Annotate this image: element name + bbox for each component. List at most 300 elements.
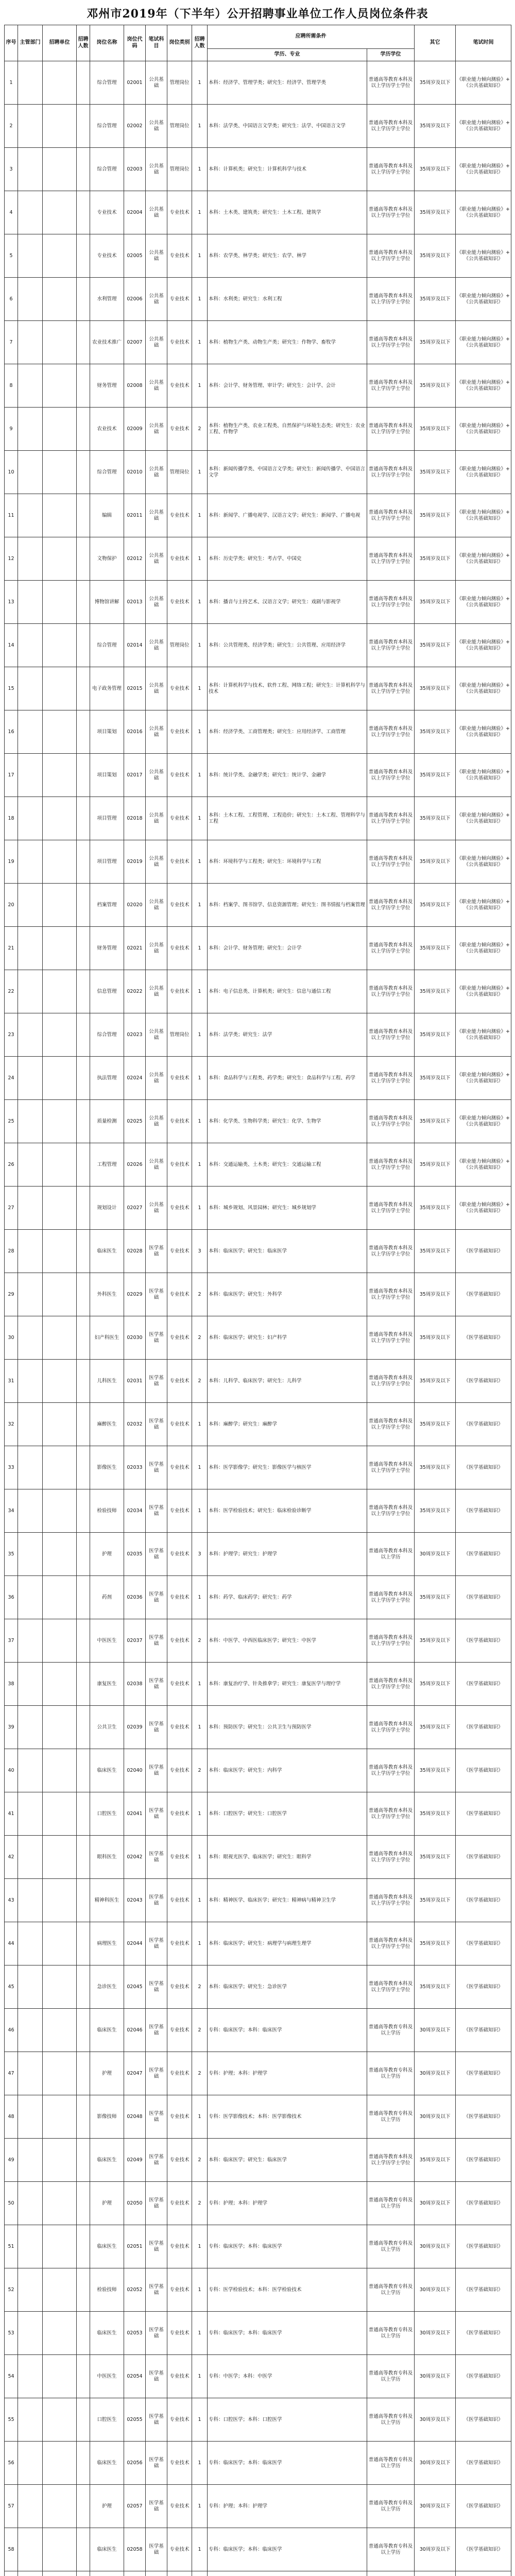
cell-exam: 医学基础	[146, 2052, 167, 2095]
cell-dept	[18, 494, 43, 537]
cell-exam: 公共基础	[146, 321, 167, 364]
cell-position: 急诊医生	[90, 1965, 124, 2009]
cell-position: 病理医生	[90, 1922, 124, 1965]
cell-exam: 医学基础	[146, 1273, 167, 1316]
cell-remark: 《职业能力倾向测验》+《公共基础知识》	[456, 667, 511, 710]
cell-major: 本科：精神医学、临床医学；研究生：精神病与精神卫生学	[208, 1879, 367, 1922]
cell-unit	[43, 2268, 77, 2312]
cell-unit	[43, 1230, 77, 1273]
cell-exam: 医学基础	[146, 1663, 167, 1706]
cell-level: 专业技术	[167, 364, 192, 408]
cell-edu: 普通高等教育本科及以上学历学士学位	[367, 797, 415, 840]
cell-unit	[43, 1360, 77, 1403]
cell-other: 30周岁及以下	[415, 2268, 456, 2312]
page-title: 邓州市2019年（下半年）公开招聘事业单位工作人员岗位条件表	[87, 7, 428, 21]
cell-unit	[43, 451, 77, 494]
cell-dept	[18, 1533, 43, 1576]
cell-position: 临床医生	[90, 2009, 124, 2052]
cell-edu: 普通高等教育本科及以上学历学士学位	[367, 1836, 415, 1879]
cell-major: 专科：口腔医学；本科：口腔医学	[208, 2398, 367, 2442]
cell-dept	[18, 1100, 43, 1143]
cell-count	[77, 1143, 90, 1187]
cell-level: 专业技术	[167, 1403, 192, 1446]
cell-level: 专业技术	[167, 797, 192, 840]
cell-unit	[43, 1143, 77, 1187]
cell-level: 专业技术	[167, 2485, 192, 2528]
cell-count	[77, 451, 90, 494]
cell-level: 专业技术	[167, 1360, 192, 1403]
cell-exam: 医学基础	[146, 1533, 167, 1576]
table-row	[5, 1965, 511, 2009]
cell-exam: 公共基础	[146, 278, 167, 321]
cell-remark: 《职业能力倾向测验》+《公共基础知识》	[456, 1057, 511, 1100]
cell-exam: 医学基础	[146, 1403, 167, 1446]
cell-position: 质量检测	[90, 1100, 124, 1143]
cell-code: 02034	[124, 1489, 146, 1533]
cell-remark: 《医学基础知识》	[456, 1403, 511, 1446]
cell-position: 护理	[90, 1533, 124, 1576]
cell-major: 本科：土木类、建筑类；研究生：土木工程、建筑学	[208, 191, 367, 234]
cell-unit	[43, 61, 77, 105]
cell-level: 专业技术	[167, 1100, 192, 1143]
cell-count	[77, 494, 90, 537]
cell-edu: 普通高等教育专科及以上学历	[367, 2355, 415, 2398]
cell-exam: 医学基础	[146, 1922, 167, 1965]
header-conditions: 应聘所需条件	[208, 25, 415, 49]
cell-dept	[18, 234, 43, 278]
table-row	[5, 1230, 511, 1273]
cell-position: 综合管理	[90, 624, 124, 667]
cell-num: 1	[192, 2485, 208, 2528]
cell-seq	[5, 2571, 18, 2576]
cell-remark: 《医学基础知识》	[456, 1446, 511, 1489]
cell-position: 检验技师	[90, 2268, 124, 2312]
cell-level: 专业技术	[167, 1533, 192, 1576]
cell-exam: 公共基础	[146, 1187, 167, 1230]
cell-code: 02056	[124, 2442, 146, 2485]
table-row	[5, 927, 511, 970]
table-row	[5, 2268, 511, 2312]
table-row	[5, 408, 511, 451]
cell-unit	[43, 408, 77, 451]
cell-remark: 《职业能力倾向测验》+《公共基础知识》	[456, 1187, 511, 1230]
cell-num: 1	[192, 1489, 208, 1533]
cell-other: 35周岁及以下	[415, 840, 456, 884]
cell-seq: 19	[5, 840, 18, 884]
cell-code: 02016	[124, 710, 146, 754]
cell-level: 专业技术	[167, 1706, 192, 1749]
cell-remark: 《职业能力倾向测验》+《公共基础知识》	[456, 537, 511, 581]
cell-count	[77, 581, 90, 624]
cell-seq: 55	[5, 2398, 18, 2442]
cell-seq: 28	[5, 1230, 18, 1273]
cell-num: 2	[192, 1273, 208, 1316]
cell-other: 35周岁及以下	[415, 2139, 456, 2182]
table-row	[5, 1663, 511, 1706]
cell-unit	[43, 278, 77, 321]
cell-code: 02039	[124, 1706, 146, 1749]
cell-major: 专科：护理；本科：护理学	[208, 2485, 367, 2528]
cell-unit	[43, 1533, 77, 1576]
cell-code: 02050	[124, 2182, 146, 2225]
cell-major: 专科：临床医学；本科：临床医学	[208, 2225, 367, 2268]
cell-count	[77, 1446, 90, 1489]
cell-major: 本科：档案学、图书馆学、信息资源管理；研究生：图书情报与档案管理	[208, 884, 367, 927]
cell-position: 临床医生	[90, 2139, 124, 2182]
cell-seq: 23	[5, 1013, 18, 1057]
cell-unit	[43, 2312, 77, 2355]
cell-seq: 48	[5, 2095, 18, 2139]
cell-dept	[18, 2225, 43, 2268]
cell-major: 专科：临床医学；本科：临床医学	[208, 2442, 367, 2485]
cell-level: 专业技术	[167, 2528, 192, 2571]
cell-dept	[18, 1576, 43, 1619]
table-row	[5, 1446, 511, 1489]
cell-code: 02008	[124, 364, 146, 408]
cell-position: 文物保护	[90, 537, 124, 581]
cell-code: 02042	[124, 1836, 146, 1879]
cell-dept	[18, 2398, 43, 2442]
cell-num: 1	[192, 234, 208, 278]
cell-edu: 普通高等教育本科及以上学历学士学位	[367, 1446, 415, 1489]
cell-seq: 25	[5, 1100, 18, 1143]
cell-dept	[18, 970, 43, 1013]
cell-unit	[43, 840, 77, 884]
cell-count	[77, 2139, 90, 2182]
cell-seq: 3	[5, 148, 18, 191]
cell-code: 02055	[124, 2398, 146, 2442]
cell-count	[77, 278, 90, 321]
cell-other	[415, 2571, 456, 2576]
header-edu: 学历学位	[367, 49, 415, 61]
cell-dept	[18, 1360, 43, 1403]
cell-num: 1	[192, 321, 208, 364]
cell-num: 1	[192, 884, 208, 927]
cell-exam: 医学基础	[146, 1749, 167, 1792]
table-row	[5, 884, 511, 927]
cell-unit	[43, 970, 77, 1013]
cell-exam: 公共基础	[146, 797, 167, 840]
cell-dept	[18, 667, 43, 710]
cell-dept	[18, 537, 43, 581]
cell-level: 专业技术	[167, 191, 192, 234]
cell-count	[77, 624, 90, 667]
cell-other: 35周岁及以下	[415, 1965, 456, 2009]
table-body	[5, 61, 511, 2576]
cell-edu: 普通高等教育本科及以上学历学士学位	[367, 364, 415, 408]
table-row	[5, 191, 511, 234]
cell-position: 综合管理	[90, 451, 124, 494]
cell-remark: 《职业能力倾向测验》+《公共基础知识》	[456, 105, 511, 148]
cell-unit	[43, 2095, 77, 2139]
cell-remark: 《医学基础知识》	[456, 1706, 511, 1749]
cell-remark: 《职业能力倾向测验》+《公共基础知识》	[456, 710, 511, 754]
table-row	[5, 2009, 511, 2052]
cell-major: 本科：计算机类；研究生：计算机科学与技术	[208, 148, 367, 191]
table-row	[5, 1619, 511, 1663]
table-row	[5, 667, 511, 710]
cell-exam: 公共基础	[146, 234, 167, 278]
cell-num: 1	[192, 2225, 208, 2268]
cell-edu: 普通高等教育专科及以上学历	[367, 2268, 415, 2312]
cell-other: 35周岁及以下	[415, 754, 456, 797]
cell-level: 专业技术	[167, 278, 192, 321]
cell-count	[77, 710, 90, 754]
cell-seq: 18	[5, 797, 18, 840]
cell-other: 35周岁及以下	[415, 61, 456, 105]
cell-unit	[43, 1489, 77, 1533]
cell-major: 本科：法学类；研究生：法学	[208, 1013, 367, 1057]
cell-other: 35周岁及以下	[415, 105, 456, 148]
cell-exam: 公共基础	[146, 408, 167, 451]
cell-other: 35周岁及以下	[415, 1187, 456, 1230]
cell-count	[77, 364, 90, 408]
cell-dept	[18, 1836, 43, 1879]
cell-dept	[18, 2052, 43, 2095]
cell-exam: 医学基础	[146, 1230, 167, 1273]
cell-code: 02041	[124, 1792, 146, 1836]
table-row	[5, 581, 511, 624]
cell-dept	[18, 2355, 43, 2398]
cell-seq: 9	[5, 408, 18, 451]
cell-count	[77, 2009, 90, 2052]
cell-major: 本科：临床医学；研究生：妇产科学	[208, 1316, 367, 1360]
cell-major: 本科：药学、临床药学；研究生：药学	[208, 1576, 367, 1619]
cell-dept	[18, 1965, 43, 2009]
cell-num: 1	[192, 797, 208, 840]
cell-edu: 普通高等教育本科及以上学历学士学位	[367, 667, 415, 710]
cell-num: 1	[192, 2528, 208, 2571]
cell-edu: 普通高等教育本科及以上学历学士学位	[367, 1187, 415, 1230]
cell-level: 专业技术	[167, 970, 192, 1013]
cell-dept	[18, 1446, 43, 1489]
cell-edu: 普通高等教育本科及以上学历学士学位	[367, 624, 415, 667]
cell-unit	[43, 1663, 77, 1706]
cell-count	[77, 191, 90, 234]
cell-dept	[18, 321, 43, 364]
table-row	[5, 2528, 511, 2571]
table-row	[5, 1187, 511, 1230]
table-row	[5, 1143, 511, 1187]
cell-num: 1	[192, 2095, 208, 2139]
cell-exam: 公共基础	[146, 667, 167, 710]
cell-dept	[18, 105, 43, 148]
cell-other: 35周岁及以下	[415, 148, 456, 191]
cell-edu: 普通高等教育本科及以上学历学士学位	[367, 1965, 415, 2009]
cell-position: 康复医生	[90, 1663, 124, 1706]
cell-major: 本科：会计学、财务管理、审计学；研究生：会计学、会计	[208, 364, 367, 408]
cell-edu: 普通高等教育本科及以上学历学士学位	[367, 61, 415, 105]
cell-seq: 11	[5, 494, 18, 537]
cell-remark	[456, 2571, 511, 2576]
cell-level: 专业技术	[167, 1922, 192, 1965]
cell-remark: 《医学基础知识》	[456, 2485, 511, 2528]
cell-seq: 57	[5, 2485, 18, 2528]
cell-major: 专科：中医学；本科：中医学	[208, 2355, 367, 2398]
cell-unit	[43, 1922, 77, 1965]
cell-edu: 普通高等教育本科及以上学历	[367, 1533, 415, 1576]
cell-code: 02018	[124, 797, 146, 840]
cell-count	[77, 2355, 90, 2398]
cell-seq: 56	[5, 2442, 18, 2485]
cell-seq: 43	[5, 1879, 18, 1922]
cell-position: 精神科医生	[90, 1879, 124, 1922]
cell-remark: 《职业能力倾向测验》+《公共基础知识》	[456, 234, 511, 278]
cell-unit	[43, 321, 77, 364]
cell-remark: 《医学基础知识》	[456, 1663, 511, 1706]
table-row	[5, 754, 511, 797]
cell-unit	[43, 710, 77, 754]
cell-edu: 普通高等教育本科及以上学历学士学位	[367, 1057, 415, 1100]
cell-edu: 普通高等教育本科及以上学历学士学位	[367, 2139, 415, 2182]
cell-num: 2	[192, 2139, 208, 2182]
header-num: 招聘人数	[192, 25, 208, 61]
cell-level: 专业技术	[167, 2095, 192, 2139]
cell-num: 1	[192, 624, 208, 667]
cell-major: 本科：临床医学；研究生：病理学与病理生理学	[208, 1922, 367, 1965]
cell-unit	[43, 797, 77, 840]
cell-level: 专业技术	[167, 1143, 192, 1187]
cell-count	[77, 105, 90, 148]
cell-exam: 公共基础	[146, 1100, 167, 1143]
cell-position: 规划设计	[90, 1187, 124, 1230]
cell-count	[77, 1965, 90, 2009]
cell-count	[77, 1619, 90, 1663]
cell-remark: 《职业能力倾向测验》+《公共基础知识》	[456, 61, 511, 105]
cell-unit	[43, 1057, 77, 1100]
cell-seq: 31	[5, 1360, 18, 1403]
cell-edu: 普通高等教育专科及以上学历	[367, 2442, 415, 2485]
cell-exam: 医学基础	[146, 1446, 167, 1489]
cell-exam: 公共基础	[146, 537, 167, 581]
cell-dept	[18, 840, 43, 884]
cell-major: 本科：临床医学；研究生：外科学	[208, 1273, 367, 1316]
table-row	[5, 797, 511, 840]
cell-level: 管理岗位	[167, 61, 192, 105]
cell-level: 专业技术	[167, 321, 192, 364]
cell-unit	[43, 2528, 77, 2571]
cell-num: 1	[192, 754, 208, 797]
cell-other: 35周岁及以下	[415, 667, 456, 710]
cell-position: 农业技术	[90, 408, 124, 451]
cell-major: 专科：临床医学；本科：临床医学	[208, 2312, 367, 2355]
cell-exam: 公共基础	[146, 494, 167, 537]
cell-major: 本科：统计学类、金融学类；研究生：统计学、金融学	[208, 754, 367, 797]
cell-code: 02035	[124, 1533, 146, 1576]
cell-unit	[43, 1576, 77, 1619]
header-other: 其它	[415, 25, 456, 61]
cell-seq: 26	[5, 1143, 18, 1187]
cell-exam: 医学基础	[146, 1489, 167, 1533]
cell-exam: 公共基础	[146, 148, 167, 191]
cell-seq: 22	[5, 970, 18, 1013]
cell-num: 1	[192, 61, 208, 105]
table-row	[5, 1403, 511, 1446]
cell-level: 管理岗位	[167, 148, 192, 191]
cell-unit	[43, 2355, 77, 2398]
cell-position: 外科医生	[90, 1273, 124, 1316]
cell-position: 专业技术	[90, 191, 124, 234]
cell-remark: 《职业能力倾向测验》+《公共基础知识》	[456, 840, 511, 884]
cell-seq: 39	[5, 1706, 18, 1749]
cell-exam: 医学基础	[146, 2268, 167, 2312]
cell-seq: 10	[5, 451, 18, 494]
table-row	[5, 2182, 511, 2225]
cell-dept	[18, 581, 43, 624]
cell-position: 眼科医生	[90, 1836, 124, 1879]
cell-dept	[18, 2571, 43, 2576]
cell-other: 35周岁及以下	[415, 970, 456, 1013]
cell-other: 35周岁及以下	[415, 1143, 456, 1187]
cell-seq: 49	[5, 2139, 18, 2182]
cell-dept	[18, 61, 43, 105]
cell-level: 专业技术	[167, 2182, 192, 2225]
cell-major: 本科：经济学、管理学类；研究生：经济学、管理学类	[208, 61, 367, 105]
cell-code: 02052	[124, 2268, 146, 2312]
cell-num: 2	[192, 2052, 208, 2095]
cell-dept	[18, 2139, 43, 2182]
cell-code: 02054	[124, 2355, 146, 2398]
cell-num: 1	[192, 148, 208, 191]
cell-seq: 4	[5, 191, 18, 234]
cell-other: 35周岁及以下	[415, 1273, 456, 1316]
table-row	[5, 537, 511, 581]
cell-other: 35周岁及以下	[415, 537, 456, 581]
cell-dept	[18, 2009, 43, 2052]
cell-level: 专业技术	[167, 710, 192, 754]
cell-edu: 普通高等教育专科及以上学历	[367, 2312, 415, 2355]
cell-level: 专业技术	[167, 1576, 192, 1619]
cell-count	[77, 754, 90, 797]
header-level: 岗位类别	[167, 25, 192, 61]
cell-code: 02019	[124, 840, 146, 884]
cell-count	[77, 2095, 90, 2139]
cell-count	[77, 1316, 90, 1360]
cell-edu: 普通高等教育本科及以上学历学士学位	[367, 840, 415, 884]
cell-unit	[43, 148, 77, 191]
table-row	[5, 624, 511, 667]
cell-position: 妇产科医生	[90, 1316, 124, 1360]
cell-code: 02038	[124, 1663, 146, 1706]
cell-position: 工程管理	[90, 1143, 124, 1187]
cell-remark: 《职业能力倾向测验》+《公共基础知识》	[456, 408, 511, 451]
cell-remark: 《医学基础知识》	[456, 1879, 511, 1922]
cell-remark: 《医学基础知识》	[456, 2268, 511, 2312]
cell-remark: 《医学基础知识》	[456, 1576, 511, 1619]
cell-count	[77, 2268, 90, 2312]
table-row	[5, 1836, 511, 1879]
cell-edu: 普通高等教育本科及以上学历学士学位	[367, 970, 415, 1013]
cell-count	[77, 2225, 90, 2268]
cell-num: 2	[192, 408, 208, 451]
cell-dept	[18, 624, 43, 667]
cell-dept	[18, 1663, 43, 1706]
cell-position: 博物馆讲解	[90, 581, 124, 624]
cell-remark: 《医学基础知识》	[456, 1965, 511, 2009]
cell-unit	[43, 1706, 77, 1749]
cell-level: 专业技术	[167, 1187, 192, 1230]
cell-edu: 普通高等教育本科及以上学历学士学位	[367, 1143, 415, 1187]
cell-num: 1	[192, 1576, 208, 1619]
cell-num: 1	[192, 278, 208, 321]
cell-other: 30周岁及以下	[415, 2528, 456, 2571]
cell-unit	[43, 1836, 77, 1879]
cell-major: 本科：医学影像学；研究生：影像医学与核医学	[208, 1446, 367, 1489]
cell-count	[77, 537, 90, 581]
cell-seq: 40	[5, 1749, 18, 1792]
positions-table	[4, 25, 511, 2576]
cell-unit	[43, 581, 77, 624]
